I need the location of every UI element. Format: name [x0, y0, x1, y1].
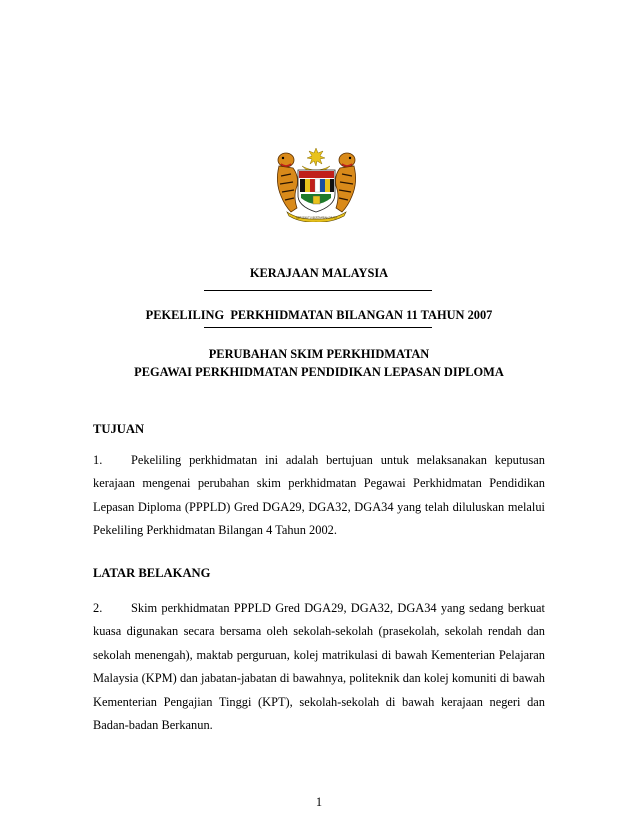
star-icon [307, 148, 325, 166]
section-heading-tujuan: TUJUAN [93, 422, 145, 436]
paragraph-1 [93, 449, 545, 543]
paragraph-number: 2. [93, 601, 103, 615]
paragraph-number: 1. [93, 453, 103, 467]
right-tiger-icon [336, 153, 356, 212]
government-title: KERAJAAN MALAYSIA [249, 266, 389, 280]
page-number: 1 [315, 795, 323, 809]
paragraph-2 [93, 597, 545, 737]
subject-title-line2: PEGAWAI PERKHIDMATAN PENDIDIKAN LEPASAN DIPLOMA [134, 365, 504, 379]
paragraph-text: Skim perkhidmatan PPPLD Gred DGA29, DGA32, DGA34 yang sedang berkuat kuasa digunakan secara bersama oleh sekolah-sekolah (prasekolah, sekolah rendah dan sekolah menengah), maktab perguruan, kolej matrikulasi di bawah Kementerian Pelajaran Malaysia (KPM) dan jabatan-jabatan di bawahnya, politeknik dan kolej komuniti di bawah Kementerian Pengajian Tinggi (KPT), sekolah-sekolah di bawah kerajaan negeri dan Badan-badan Berkanun. [93, 601, 545, 733]
section-heading-latar-belakang: LATAR BELAKANG [93, 566, 211, 580]
circular-title: PEKELILING PERKHIDMATAN BILANGAN 11 TAHUN 2007 [145, 308, 493, 322]
coat-of-arms-icon [269, 146, 364, 222]
subject-title-line1: PERUBAHAN SKIM PERKHIDMATAN [208, 347, 430, 361]
shield-icon [298, 170, 335, 212]
crest-motto: BERSEKUTU BERTAMBAH MUTU [296, 216, 337, 220]
divider-rule [204, 327, 432, 328]
paragraph-text: Pekeliling perkhidmatan ini adalah bertujuan untuk melaksanakan keputusan kerajaan mengenai perubahan skim perkhidmatan Pegawai Perkhidmatan Pendidikan Lepasan Diploma (PPPLD) Gred DGA29, DGA32, DGA34 yang telah diluluskan melalui Pekeliling Perkhidmatan Bilangan 4 Tahun 2002. [93, 453, 545, 538]
left-tiger-icon [277, 153, 297, 212]
divider-rule [204, 290, 432, 291]
